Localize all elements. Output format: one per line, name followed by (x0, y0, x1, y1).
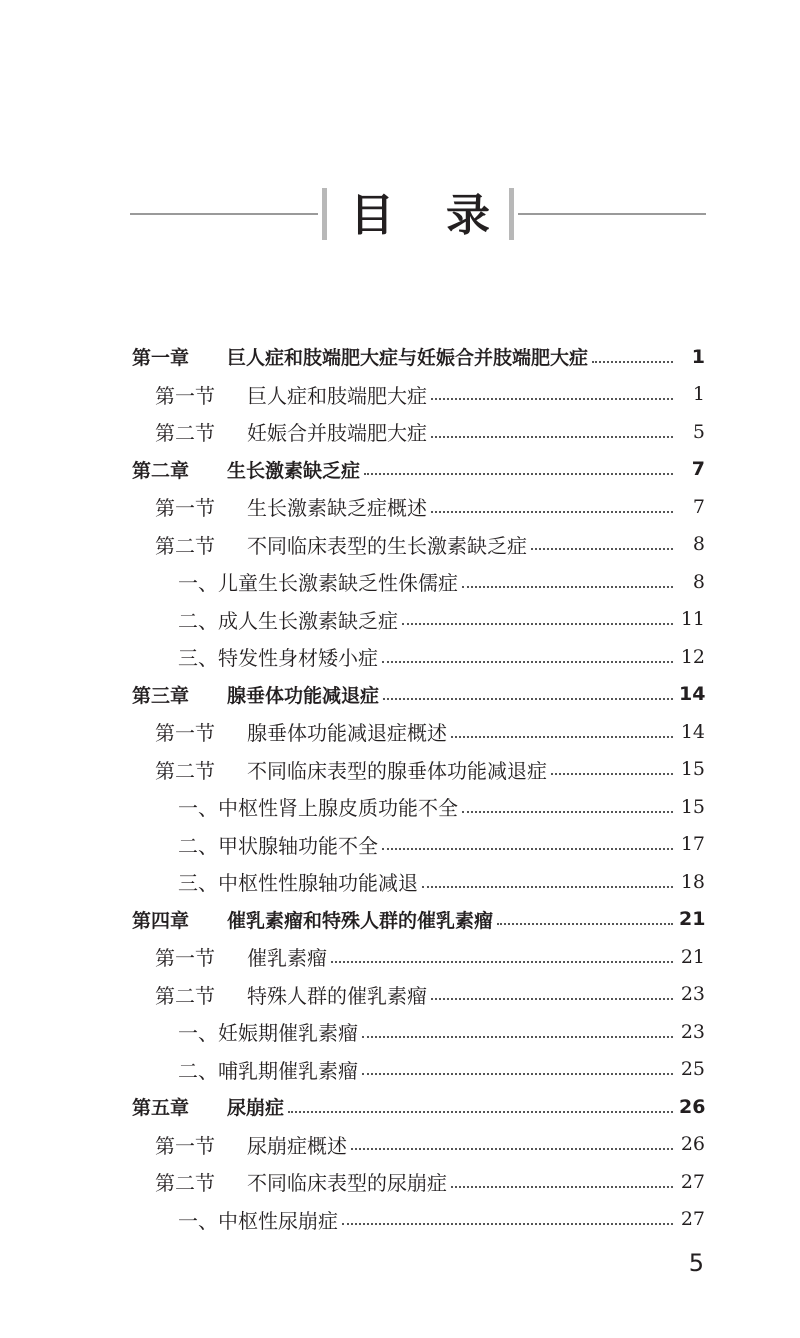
toc-leader-dots (383, 698, 673, 700)
toc-entry-page: 27 (680, 1208, 705, 1230)
toc-entry-number: 第二章 (132, 459, 190, 482)
page-number: 5 (688, 1249, 704, 1277)
toc-leader-dots (351, 1148, 673, 1150)
toc-entry-page: 23 (680, 1020, 705, 1043)
toc-entry[interactable] (155, 1126, 705, 1163)
toc-leader-dots (382, 848, 673, 850)
toc-entry-number: 第一节 (155, 383, 215, 408)
toc-entry[interactable] (155, 526, 705, 563)
toc-entry-page: 8 (692, 533, 705, 555)
toc-entry-title: 生长激素缺乏症概述 (247, 496, 427, 520)
toc-entry-title: 腺垂体功能减退症 (227, 684, 380, 707)
toc-entry[interactable] (132, 1088, 705, 1125)
toc-entry-title: 不同临床表型的腺垂体功能减退症 (247, 758, 547, 783)
toc-entry-number: 第二节 (155, 758, 215, 783)
toc-entry[interactable] (132, 676, 705, 713)
toc-leader-dots (382, 661, 673, 663)
toc-entry-number: 第二节 (155, 983, 215, 1008)
toc-entry-page: 7 (691, 458, 705, 480)
toc-entry-number: 第一节 (155, 946, 215, 970)
toc-entry-title: 二、甲状腺轴功能不全 (178, 833, 378, 858)
toc-leader-dots (422, 886, 673, 888)
header-bar-left (322, 188, 327, 240)
toc-entry-page: 27 (680, 1170, 705, 1193)
toc-entry-number: 第一节 (155, 721, 215, 745)
toc-leader-dots (592, 361, 673, 363)
toc-leader-dots (451, 1186, 673, 1188)
toc-leader-dots (331, 961, 673, 963)
toc-entry-page: 25 (680, 1058, 705, 1080)
toc-entry-title: 巨人症和肢端肥大症 (247, 383, 427, 408)
toc-leader-dots (462, 586, 673, 588)
toc-leader-dots (402, 623, 673, 625)
toc-entry[interactable] (132, 451, 705, 488)
header-rule-right (518, 213, 706, 215)
toc-entry[interactable] (178, 563, 705, 600)
toc-entry-page: 14 (679, 683, 706, 705)
toc-entry-page: 26 (679, 1095, 706, 1118)
toc-entry-number: 第一节 (155, 1133, 215, 1158)
toc-leader-dots (451, 736, 673, 738)
toc-entry-title: 二、哺乳期催乳素瘤 (178, 1058, 358, 1083)
toc-entry-title: 一、儿童生长激素缺乏性侏儒症 (178, 571, 458, 595)
toc-header (0, 185, 800, 245)
toc-entry-title: 不同临床表型的尿崩症 (247, 1171, 447, 1195)
toc-entry-number: 第二节 (155, 1171, 215, 1195)
toc-entry-page: 15 (680, 795, 705, 818)
toc-entry-title: 尿崩症概述 (247, 1133, 347, 1158)
toc-entry-page: 11 (680, 608, 705, 630)
toc-leader-dots (531, 548, 673, 550)
toc-entry-page: 21 (680, 945, 705, 968)
toc-entry[interactable] (155, 413, 705, 450)
toc-leader-dots (362, 1036, 673, 1038)
toc-leader-dots (431, 998, 673, 1000)
toc-entry-page: 8 (692, 570, 705, 593)
toc-entry-page: 21 (679, 908, 706, 930)
toc-entry-title: 三、特发性身材矮小症 (178, 646, 378, 670)
toc-entry-number: 第一节 (155, 496, 215, 520)
toc-entry[interactable] (178, 1051, 705, 1088)
toc-entry-page: 7 (692, 495, 705, 518)
toc-entry[interactable] (178, 788, 705, 825)
toc-leader-dots (288, 1111, 673, 1113)
toc-entry-number: 第二节 (155, 533, 215, 558)
toc-entry-number: 第一章 (132, 347, 190, 369)
toc-entry-page: 1 (692, 383, 705, 405)
toc-entry-title: 生长激素缺乏症 (227, 459, 361, 482)
toc-entry[interactable] (178, 601, 705, 638)
toc-entry-page: 18 (680, 870, 705, 893)
toc-leader-dots (362, 1073, 673, 1075)
toc-entry-title: 一、中枢性尿崩症 (178, 1208, 338, 1233)
toc-leader-dots (497, 923, 673, 925)
header-bar-right (509, 188, 514, 240)
toc-entry-title: 催乳素瘤和特殊人群的催乳素瘤 (227, 909, 494, 932)
title-char-2: 录 (446, 190, 490, 241)
toc-entry[interactable] (132, 338, 705, 375)
toc-entry-title: 特殊人群的催乳素瘤 (247, 983, 427, 1008)
header-rule-left (130, 213, 318, 215)
toc-entry-title: 妊娠合并肢端肥大症 (247, 421, 427, 445)
toc-entry[interactable] (178, 1201, 705, 1238)
toc-entry[interactable] (178, 863, 705, 900)
toc-entry[interactable] (155, 1163, 705, 1200)
toc-leader-dots (342, 1223, 673, 1225)
toc-entry-page: 12 (680, 645, 705, 668)
toc-entry-page: 26 (680, 1133, 705, 1155)
toc-entry[interactable] (178, 1013, 705, 1050)
toc-entry[interactable] (155, 376, 705, 413)
toc-entry-title: 催乳素瘤 (247, 946, 327, 970)
toc-entry-page: 17 (680, 833, 705, 855)
toc-leader-dots (431, 398, 673, 400)
toc-entry[interactable] (155, 751, 705, 788)
toc-entry-number: 第三章 (132, 684, 190, 707)
toc-entry-number: 第五章 (132, 1097, 190, 1119)
toc-entry-title: 一、妊娠期催乳素瘤 (178, 1021, 358, 1045)
toc-entry-title: 二、成人生长激素缺乏症 (178, 608, 398, 633)
toc-entry-number: 第四章 (132, 909, 190, 932)
toc-entry-title: 尿崩症 (227, 1097, 285, 1119)
toc-entry[interactable] (178, 638, 705, 675)
toc-entry-title: 腺垂体功能减退症概述 (247, 721, 447, 745)
toc-entry-title: 一、中枢性肾上腺皮质功能不全 (178, 796, 458, 820)
toc-entry-title: 三、中枢性性腺轴功能减退 (178, 871, 418, 895)
toc-entry-page: 14 (680, 720, 705, 743)
toc-entry[interactable] (155, 713, 705, 750)
toc-entry-page: 1 (691, 345, 705, 368)
toc-entry-title: 不同临床表型的生长激素缺乏症 (247, 533, 527, 558)
toc-leader-dots (364, 473, 673, 475)
toc-entry-title: 巨人症和肢端肥大症与妊娠合并肢端肥大症 (227, 347, 589, 369)
toc-leader-dots (431, 436, 673, 438)
toc-leader-dots (431, 511, 673, 513)
toc-entry-page: 5 (692, 420, 705, 443)
toc-entry-number: 第二节 (155, 421, 215, 445)
toc-entry[interactable] (178, 826, 705, 863)
toc-leader-dots (551, 773, 673, 775)
title-char-1: 目 (350, 190, 394, 241)
toc-entry[interactable] (155, 938, 705, 975)
toc-entry[interactable] (155, 488, 705, 525)
toc-entry[interactable] (132, 901, 705, 938)
toc-entry-page: 23 (680, 983, 705, 1005)
toc-entry-page: 15 (680, 758, 705, 780)
page-title (344, 191, 494, 241)
toc-entry[interactable] (155, 976, 705, 1013)
toc-leader-dots (462, 811, 673, 813)
